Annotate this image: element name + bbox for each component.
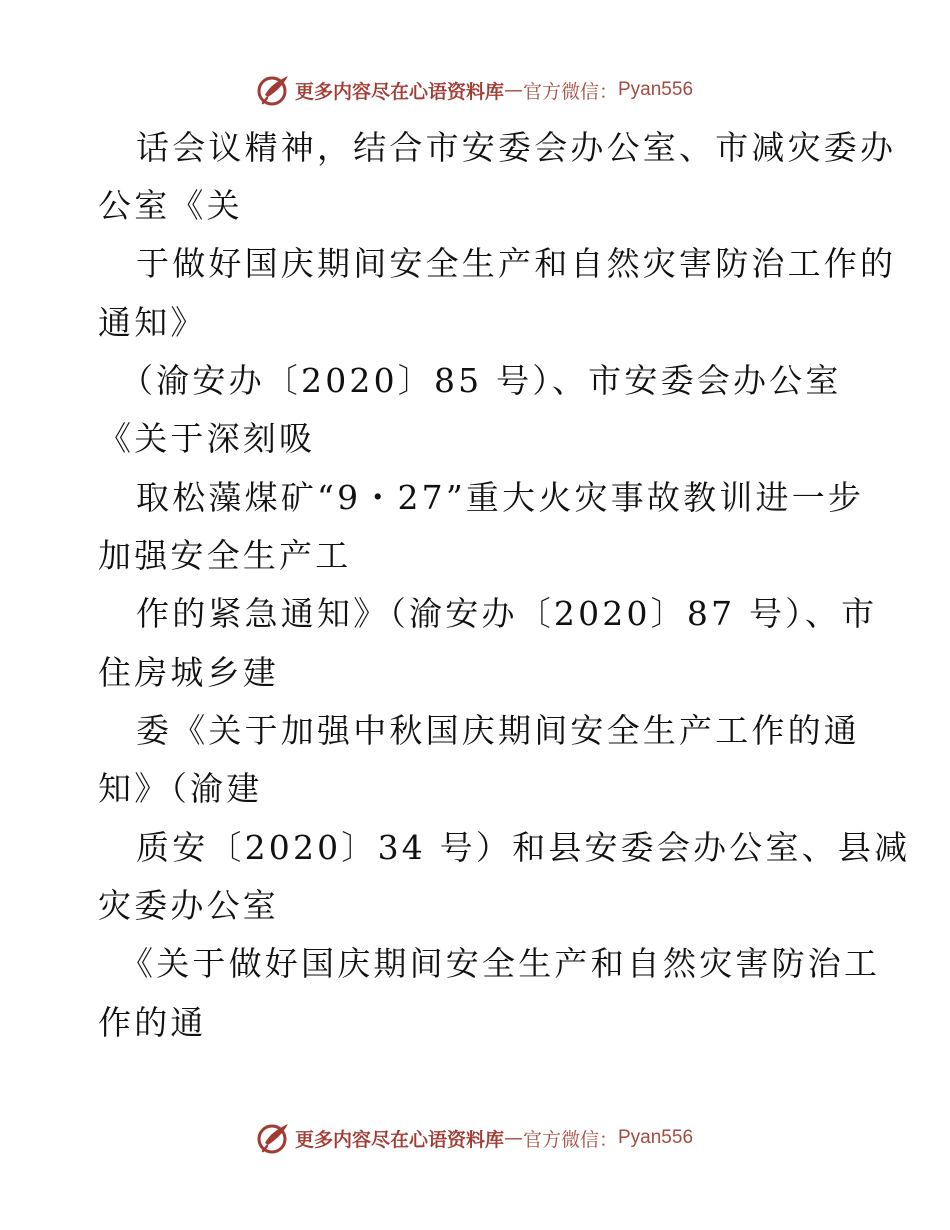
- text-line: 于做好国庆期间安全生产和自然灾害防治工作的: [136, 244, 897, 283]
- text-line: 质安〔2020〕34 号）和县安委会办公室、县减: [136, 828, 911, 867]
- text-line: 通知》: [98, 303, 207, 342]
- text-line: 取松藻煤矿“9・27”重大火灾事故教训进一步: [136, 478, 865, 517]
- quill-logo-icon: [257, 73, 291, 107]
- text-line: 加强安全生产工: [98, 536, 352, 575]
- watermark-wechat-id: Pyan556: [618, 79, 694, 100]
- watermark-wechat-label: 官方微信：: [522, 1128, 618, 1151]
- quill-logo-icon: [257, 1121, 291, 1155]
- watermark-title: 更多内容尽在心语资料库: [294, 1128, 504, 1151]
- text-line: 《关于深刻吸: [98, 419, 316, 458]
- watermark-title: 更多内容尽在心语资料库: [294, 80, 504, 103]
- text-line: 灾委办公室: [98, 886, 279, 925]
- text-line: 委《关于加强中秋国庆期间安全生产工作的通: [136, 711, 860, 750]
- text-line: 《关于做好国庆期间安全生产和自然灾害防治工: [120, 944, 881, 983]
- header-watermark: [0, 70, 950, 110]
- text-line: 作的通: [98, 1003, 207, 1042]
- watermark-wechat-label: 官方微信：: [522, 80, 618, 103]
- text-line: 住房城乡建: [98, 653, 279, 692]
- footer-watermark: [0, 1118, 950, 1158]
- text-line: 作的紧急通知》（渝安办〔2020〕87 号）、市: [136, 594, 878, 633]
- text-line: 话会议精神，结合市安委会办公室、市减灾委办: [136, 128, 897, 167]
- text-line: 知》（渝建: [98, 769, 263, 808]
- text-line: 公室《关: [98, 186, 243, 225]
- watermark-separator: —: [503, 79, 523, 101]
- text-line: （渝安办〔2020〕85 号）、市安委会办公室: [120, 361, 842, 400]
- watermark-separator: —: [503, 1127, 523, 1149]
- watermark-wechat-id: Pyan556: [618, 1127, 694, 1148]
